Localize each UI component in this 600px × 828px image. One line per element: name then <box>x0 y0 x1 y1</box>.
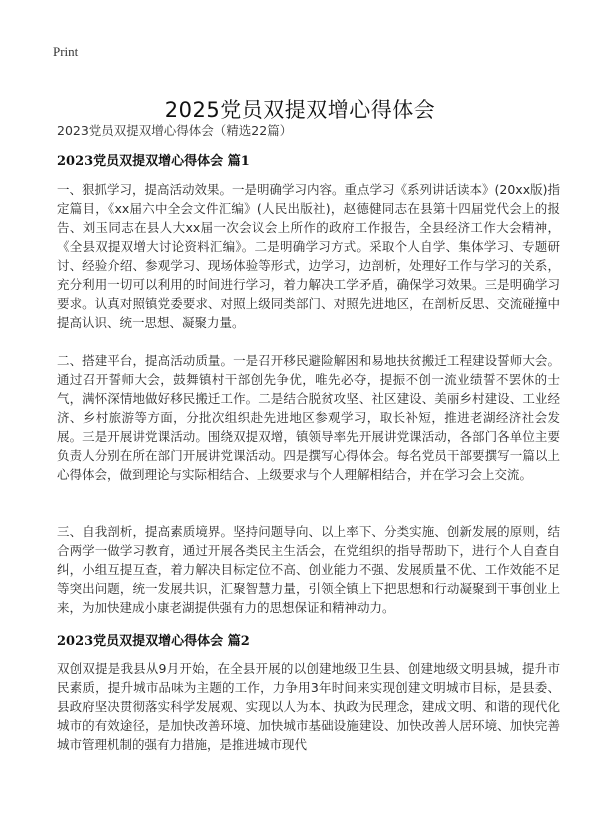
print-label[interactable]: Print <box>53 44 79 59</box>
document-title: 2025党员双提双增心得体会 <box>164 98 436 123</box>
paragraph-1-1: 一、狠抓学习，提高活动效果。一是明确学习内容。重点学习《系列讲话读本》(20xx版)指定篇目，《xx届六中全会文件汇编》(人民出版社)，赵德健同志在县第十四届党代会上的报告、刘玉同志在县人大xx届一次会议会上所作的政府工作报告，全县经济工作大会精神，《全县双提双增大讨论资料汇编》。二是明确学习方式。采取个人自学、集体学习、专题研讨、经验介绍、参观学习、现场体验等形式，边学习，边剖析，处理好工作与学习的关系，充分利用一切可以利用的时间进行学习，着力解决工学矛盾，确保学习效果。三是明确学习要求。认真对照镇党委要求、对照上级同类部门、对照先进地区，在剖析反思、交流碰撞中提高认识、统一思想、凝聚力量。 <box>57 182 560 330</box>
section-heading-2: 2023党员双提双增心得体会 篇2 <box>57 634 250 649</box>
section-heading-1: 2023党员双提双增心得体会 篇1 <box>57 154 250 169</box>
paragraph-1-2: 二、搭建平台，提高活动质量。一是召开移民避险解困和易地扶贫搬迁工程建设誓师大会。通过召开誓师大会，鼓舞镇村干部创先争优，唯先必夺，提振不创一流业绩誓不罢休的士气，满怀深情地做好移民搬迁工作。二是结合脱贫攻坚、社区建设、美丽乡村建设、工业经济、乡村旅游等方面，分批次组织赴先进地区参观学习，取长补短，推进老湖经济社会发展。三是开展讲党课活动。围绕双提双增，镇领导率先开展讲党课活动，各部门各单位主要负责人分别在所在部门开展讲党课活动。四是撰写心得体会。每名党员干部要撰写一篇以上心得体会，做到理论与实际相结合、上级要求与个人理解相结合，并在学习会上交流。 <box>57 353 560 482</box>
document-subtitle: 2023党员双提双增心得体会（精选22篇） <box>57 123 293 138</box>
paragraph-1-3: 三、自我剖析，提高素质境界。坚持问题导向、以上率下、分类实施、创新发展的原则，结合两学一做学习教育，通过开展各类民主生活会，在党组织的指导帮助下，进行个人自查自纠，小组互提互查，着力解决目标定位不高、创业能力不强、发展质量不优、工作效能不足等突出问题，统一发展共识，汇聚智慧力量，引领全镇上下把思想和行动凝聚到干事创业上来，为加快建成小康老湖提供强有力的思想保证和精神动力。 <box>57 524 560 615</box>
paragraph-2-1: 双创双提是我县从9月开始，在全县开展的以创建地级卫生县、创建地级文明县城，提升市民素质，提升城市品味为主题的工作，力争用3年时间来实现创建文明城市目标，是县委、县政府坚决贯彻落实科学发展观、实现以人为本、执政为民理念，建成文明、和谐的现代化城市的有效途径，是加快改善环境、加快城市基础设施建设、加快改善人居环境、加快完善城市管理机制的强有力措施，是推进城市现代 <box>57 661 560 752</box>
